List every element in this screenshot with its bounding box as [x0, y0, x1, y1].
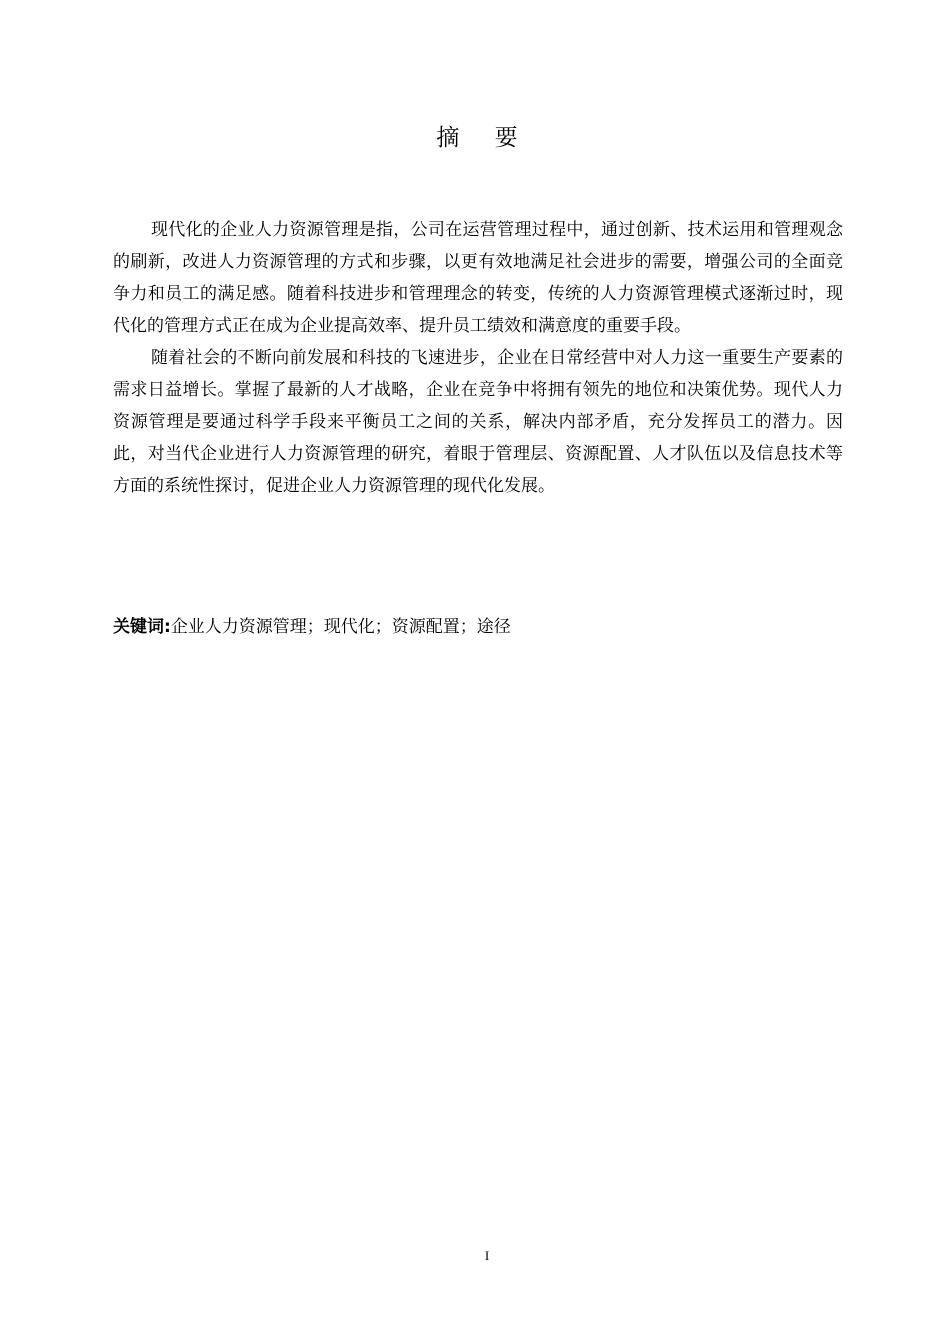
abstract-body — [113, 214, 843, 502]
page-number: I — [484, 1248, 490, 1263]
keywords-line — [113, 611, 843, 643]
abstract-paragraph-1: 现代化的企业人力资源管理是指，公司在运营管理过程中，通过创新、技术运用和管理观念的刷新，改进人力资源管理的方式和步骤，以更有效地满足社会进步的需要，增强公司的全面竞争力和员工的满足感。随着科技进步和管理理念的转变，传统的人力资源管理模式逐渐过时，现代化的管理方式正在成为企业提高效率、提升员工绩效和满意度的重要手段。 — [113, 220, 843, 336]
keywords-value: 企业人力资源管理；现代化；资源配置；途径 — [170, 617, 511, 637]
abstract-paragraph-2: 随着社会的不断向前发展和科技的飞速进步，企业在日常经营中对人力这一重要生产要素的需求日益增长。掌握了最新的人才战略，企业在竞争中将拥有领先的地位和决策优势。现代人力资源管理是要通过科学手段来平衡员工之间的关系，解决内部矛盾，充分发挥员工的潜力。因此，对当代企业进行人力资源管理的研究，着眼于管理层、资源配置、人才队伍以及信息技术等方面的系统性探讨，促进企业人力资源管理的现代化发展。 — [113, 348, 843, 496]
abstract-title: 摘 要 — [436, 125, 532, 151]
keywords-label: 关键词: — [113, 617, 171, 637]
